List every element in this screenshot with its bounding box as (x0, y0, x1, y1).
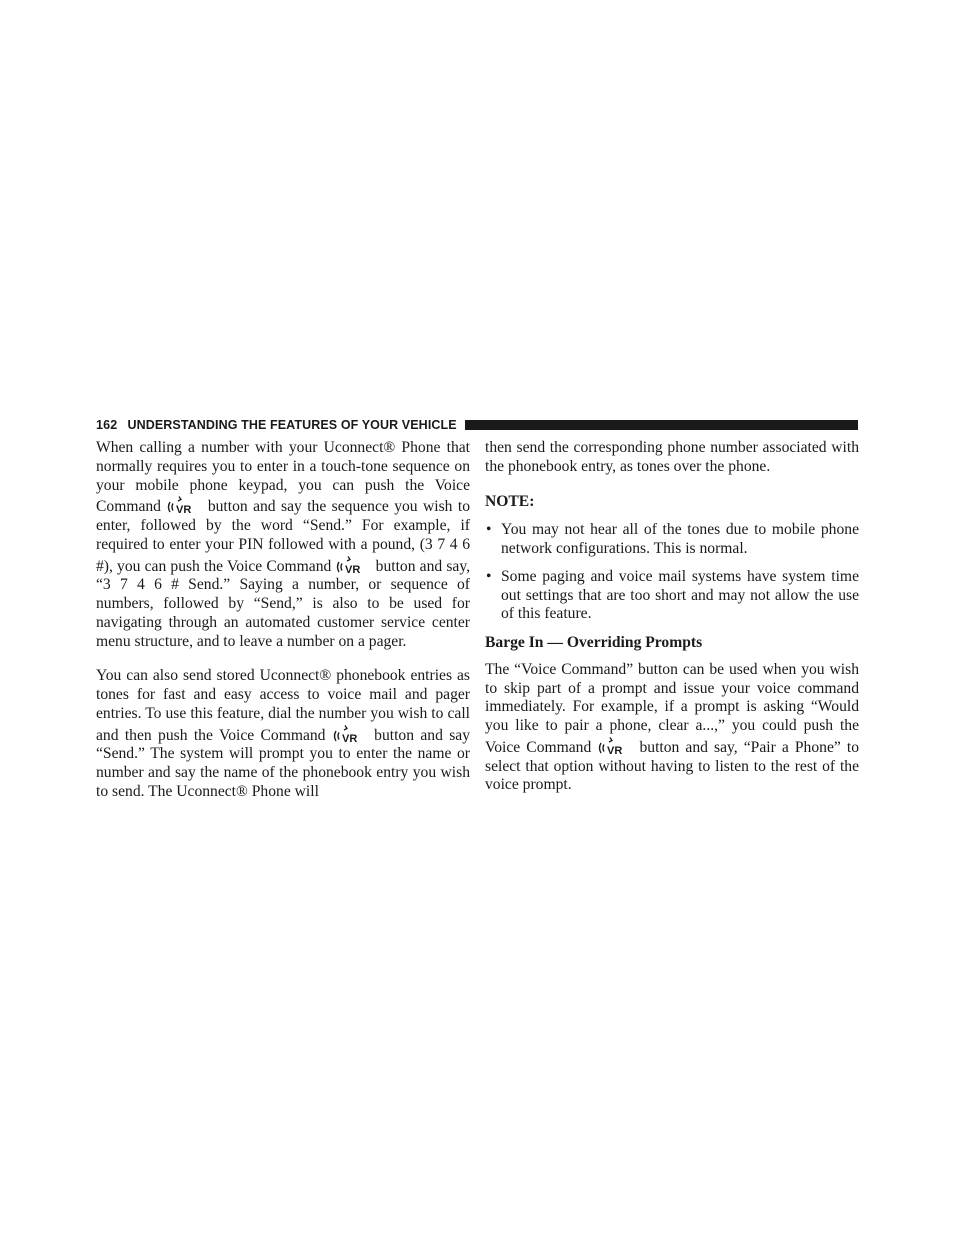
subheading-barge-in: Barge In — Overriding Prompts (485, 634, 703, 651)
note-list (485, 521, 859, 624)
page-header (96, 417, 858, 433)
right-column (485, 439, 859, 811)
list-item: • Some paging and voice mail systems have system time out settings that are too short and may not allow the use of this feature. (486, 567, 859, 623)
paragraph-continuation: then send the corresponding phone number associated with the phonebook entry, as tones over the phone. (485, 439, 859, 475)
header-rule (465, 420, 858, 430)
page-number: 162 (96, 418, 118, 432)
paragraph-phonebook-tones: You can also send stored Uconnect® phonebook entries as tones for fast and easy access to voice mail and pager entries. To use this feature, dial the number you wish to call and then push the Voice Command VR button and say “Send.” The system will prompt you to enter the name or number and say the name of the phonebook entry you wish to send. The Uconnect® Phone will (96, 667, 471, 800)
svg-text:VR: VR (176, 504, 192, 516)
section-title: UNDERSTANDING THE FEATURES OF YOUR VEHICLE (127, 418, 457, 432)
paragraph-barge-in: The “Voice Command” button can be used when you wish to skip part of a prompt and issue your voice command immediately. For example, if a prompt is asking “Would you like to pair a phone, clear a...,” you could push the Voice Command VR button and say, “Pair a Phone” to select that option without having to listen to the rest of the voice prompt. (485, 660, 859, 794)
voice-command-vr-icon (167, 495, 201, 515)
left-column (96, 439, 470, 818)
bullet-icon: • (486, 521, 492, 539)
voice-command-vr-icon (598, 736, 632, 756)
svg-text:VR: VR (345, 563, 361, 575)
svg-text:VR: VR (607, 744, 623, 756)
bullet-icon: • (486, 567, 492, 585)
voice-command-vr-icon (336, 555, 370, 575)
paragraph-touch-tone: When calling a number with your Uconnect® Phone that normally requires you to enter in a touch-tone sequence on your mobile phone keypad, you can push the Voice Command VR button and say the sequence you wish to enter, followed by the word “Send.” For example, if required to enter your PIN followed with a pound, (3 7 4 6 #), you can push the Voice Command VR button and say, “3 7 4 6 # Send.” Saying a number, or sequence of numbers, followed by “Send,” is also to be used for navigating through an automated customer service center menu structure, and to leave a number on a pager. (96, 439, 471, 650)
voice-command-vr-icon (333, 724, 367, 744)
svg-text:VR: VR (341, 732, 358, 744)
note-label: NOTE: (485, 492, 535, 510)
list-item: • You may not hear all of the tones due to mobile phone network configurations. This is normal. (486, 521, 859, 557)
